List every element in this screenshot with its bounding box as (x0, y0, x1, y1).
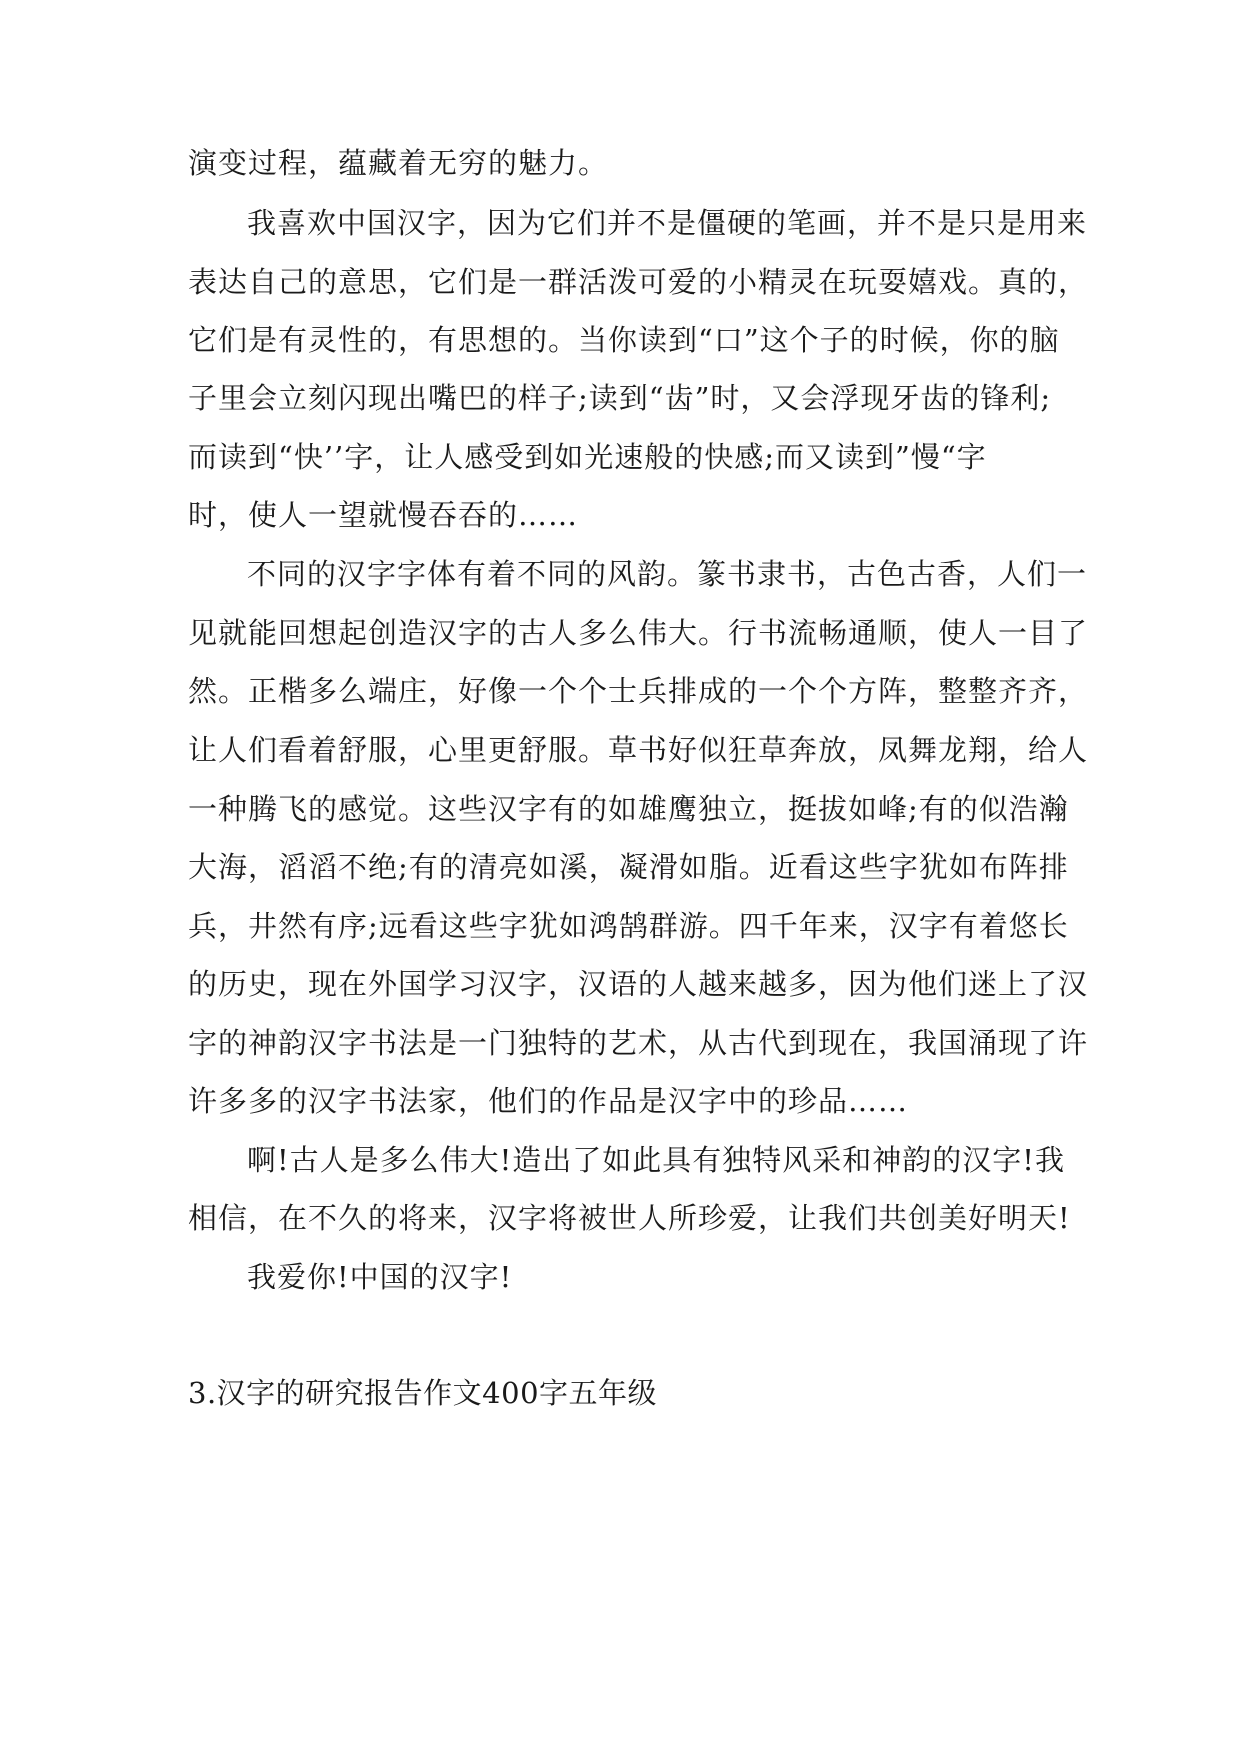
paragraph-line: 而读到“快’’字，让人感受到如光速般的快感;而又读到”慢“字 (188, 440, 987, 474)
paragraph-line: 让人们看着舒服，心里更舒服。草书好似狂草奔放，凤舞龙翔，给人 (188, 733, 1089, 767)
paragraph-line: 见就能回想起创造汉字的古人多么伟大。行书流畅通顺，使人一目了 (188, 616, 1089, 650)
section-heading: 3.汉字的研究报告作文400字五年级 (188, 1376, 658, 1410)
paragraph-line: 的历史，现在外国学习汉字，汉语的人越来越多，因为他们迷上了汉 (188, 967, 1089, 1001)
paragraph-line: 啊!古人是多么伟大!造出了如此具有独特风采和神韵的汉字!我 (247, 1143, 1065, 1177)
paragraph-line: 表达自己的意思，它们是一群活泼可爱的小精灵在玩耍嬉戏。真的， (188, 265, 1089, 299)
paragraph-line: 我爱你!中国的汉字! (247, 1260, 513, 1294)
paragraph-line: 许多多的汉字书法家，他们的作品是汉字中的珍品…… (188, 1084, 909, 1118)
paragraph-line: 子里会立刻闪现出嘴巴的样子;读到“齿”时，又会浮现牙齿的锋利; (188, 381, 1052, 415)
paragraph-line: 字的神韵汉字书法是一门独特的艺术，从古代到现在，我国涌现了许 (188, 1026, 1089, 1060)
paragraph-line: 大海，滔滔不绝;有的清亮如溪，凝滑如脂。近看这些字犹如布阵排 (188, 850, 1069, 884)
paragraph-line: 不同的汉字字体有着不同的风韵。篆书隶书，古色古香，人们一 (247, 557, 1088, 591)
paragraph-line: 它们是有灵性的，有思想的。当你读到“口”这个子的时候，你的脑 (188, 323, 1060, 357)
paragraph-line: 兵，井然有序;远看这些字犹如鸿鹄群游。四千年来，汉字有着悠长 (188, 909, 1069, 943)
paragraph-line: 时，使人一望就慢吞吞的…… (188, 498, 579, 532)
paragraph-line: 然。正楷多么端庄，好像一个个士兵排成的一个个方阵，整整齐齐， (188, 674, 1089, 708)
paragraph-line: 我喜欢中国汉字，因为它们并不是僵硬的笔画，并不是只是用来 (247, 206, 1088, 240)
paragraph-line: 演变过程，蕴藏着无穷的魅力。 (188, 146, 609, 180)
paragraph-line: 一种腾飞的感觉。这些汉字有的如雄鹰独立，挺拔如峰;有的似浩瀚 (188, 792, 1069, 826)
paragraph-line: 相信，在不久的将来，汉字将被世人所珍爱，让我们共创美好明天! (188, 1201, 1071, 1235)
